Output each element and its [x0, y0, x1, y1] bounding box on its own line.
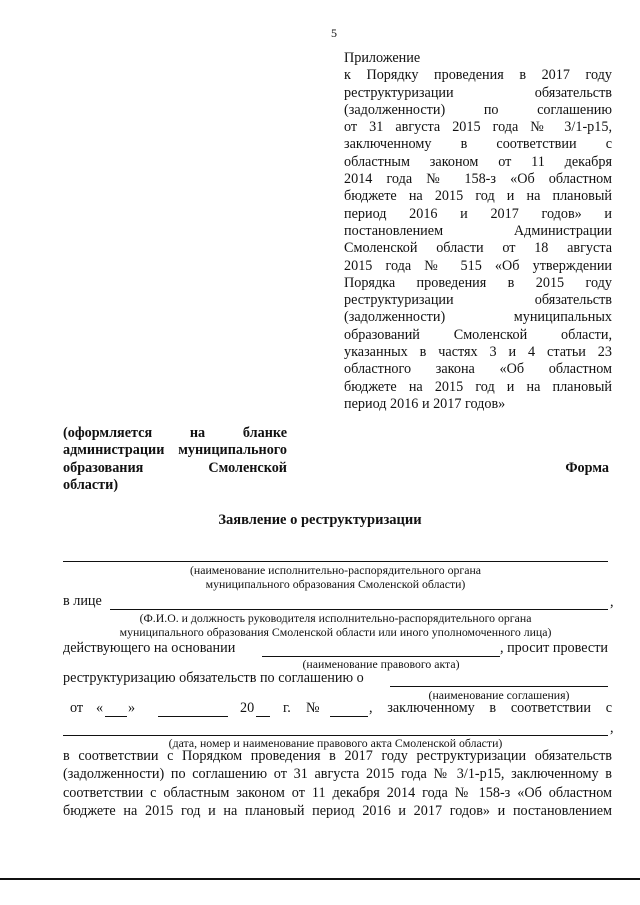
month-field[interactable] [158, 716, 228, 717]
agreement-name-caption: (наименование соглашения) [428, 688, 570, 702]
number-sign: № [306, 700, 320, 716]
comma: , [610, 720, 614, 736]
body-paragraph [63, 747, 612, 820]
agreement-number-field[interactable] [330, 716, 368, 717]
appendix-line: бюджете на 2015 год и на плановый [344, 378, 612, 395]
organ-name-caption: муниципального образования Смоленской области) [205, 577, 466, 591]
form-label: Форма [565, 460, 609, 476]
appendix-line: 2014 года № 158-з «Об областном [344, 171, 612, 188]
body-line: соответствии с областным законом от 11 декабря 2014 года № 158-з «Об областном [63, 784, 612, 801]
appendix-line: Приложение [344, 50, 421, 66]
appendix-line: образований Смоленской области, [344, 326, 612, 343]
blank-note [63, 425, 287, 494]
appendix-line: постановлением Администрации [344, 222, 612, 239]
appendix-line: 2015 года № 515 «Об утверждении [344, 257, 612, 274]
appendix-line: заключенному в соответствии с [344, 136, 612, 153]
year-prefix: 20 [240, 700, 255, 716]
appendix-line: Порядка проведения в 2015 году [344, 274, 612, 291]
body-line: (задолженности) по соглашению от 31 августа 2015 года № 3/1-р15, заключенному в [63, 766, 612, 783]
appendix-line: реструктуризации обязательств [344, 292, 612, 309]
appendix-line: бюджете на 2015 год и на плановый [344, 188, 612, 205]
appendix-header [344, 50, 612, 413]
legal-reference-caption: (дата, номер и наименование правового акта Смоленской области) [168, 736, 503, 750]
appendix-line: областным законом от 11 декабря [344, 153, 612, 170]
year-suffix: г. [283, 700, 291, 716]
appendix-line: (задолженности) по соглашению [344, 101, 612, 118]
appendix-line: указанных в частях 3 и 4 статьи 23 [344, 344, 612, 361]
restructuring-label: реструктуризацию обязательств по соглашению о [63, 670, 364, 686]
concluded-label: , заключенному в соответствии с [369, 700, 612, 716]
body-line: в соответствии с Порядком проведения в 2017 году реструктуризации обязательств [63, 748, 612, 764]
appendix-line: (задолженности) муниципальных [344, 309, 612, 326]
appendix-line: Смоленской области от 18 августа [344, 240, 612, 257]
page-bottom-rule [0, 878, 640, 880]
appendix-line: реструктуризации обязательств [344, 84, 612, 101]
comma: , [610, 594, 614, 610]
in-person-label: в лице [63, 593, 102, 609]
body-line: бюджете на 2015 год и на плановый период 2016 и 2017 годов» и постановлением [63, 802, 612, 819]
appendix-line: период 2016 и 2017 годов» [344, 395, 506, 412]
blank-note-line: (оформляется на бланке [63, 425, 287, 441]
year-field[interactable] [256, 716, 270, 717]
quote-open: « [96, 700, 104, 716]
page-number: 5 [331, 26, 337, 40]
blank-note-line: области) [63, 476, 119, 493]
appendix-line: областного закона «Об областном [344, 361, 612, 378]
quote-close: » [128, 700, 136, 716]
blank-note-line: образования Смоленской [63, 459, 287, 476]
acting-basis-label: действующего на основании [63, 640, 236, 656]
organ-name-field[interactable] [63, 561, 608, 562]
blank-note-line: администрации муниципального [63, 442, 287, 459]
organ-name-caption: (наименование исполнительно-распорядительного органа [190, 563, 481, 577]
day-field[interactable] [105, 716, 127, 717]
appendix-line: к Порядку проведения в 2017 году [344, 67, 612, 84]
head-name-caption: (Ф.И.О. и должность руководителя исполнительно-распорядительного органа [139, 611, 532, 625]
head-name-caption: муниципального образования Смоленской области или иного уполномоченного лица) [119, 625, 552, 639]
from-label: от [70, 700, 84, 716]
agreement-name-field[interactable] [390, 686, 608, 687]
legal-act-caption: (наименование правового акта) [302, 657, 460, 671]
document-title: Заявление о реструктуризации [218, 512, 422, 528]
head-name-field[interactable] [110, 609, 608, 610]
requests-label: , просит провести [500, 640, 609, 656]
appendix-line: от 31 августа 2015 года № 3/1-р15, [344, 119, 612, 136]
appendix-line: период 2016 и 2017 годов» и [344, 205, 612, 222]
